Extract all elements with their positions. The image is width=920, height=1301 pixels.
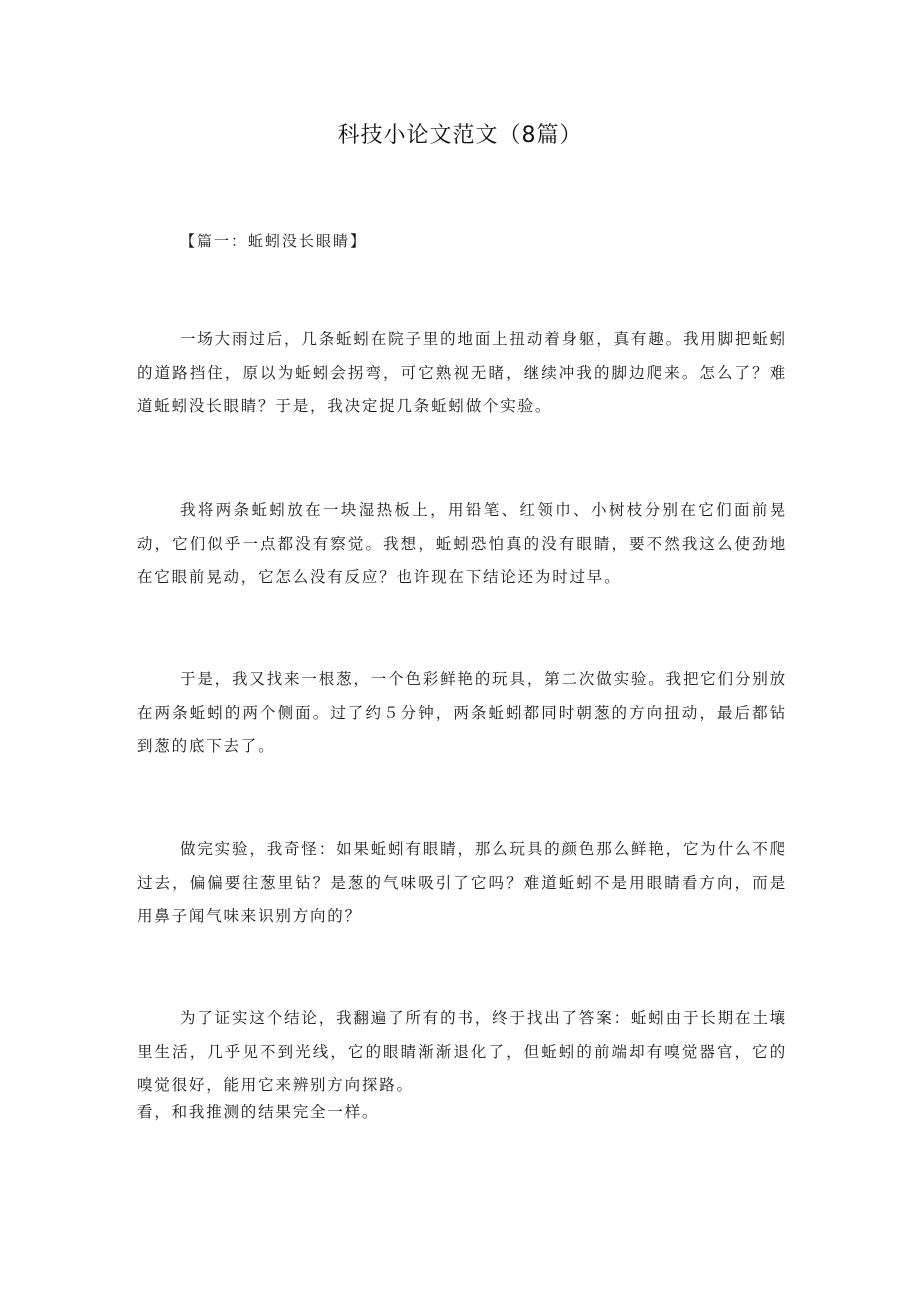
paragraph-1: 一场大雨过后，几条蚯蚓在院子里的地面上扭动着身躯，真有趣。我用脚把蚯蚓的道路挡住，原以为蚯蚓会拐弯，可它熟视无睹，继续冲我的脚边爬来。怎么了？难道蚯蚓没长眼睛？于是，我决定捉几条蚯蚓做个实验。 <box>137 330 787 415</box>
closing-line: 看，和我推测的结果完全一样。 <box>137 1103 380 1121</box>
document-title: 科技小论文范文（8篇） <box>337 123 583 148</box>
paragraph-3: 于是，我又找来一根葱，一个色彩鲜艳的玩具，第二次做实验。我把它们分别放在两条蚯蚓的两个侧面。过了约５分钟，两条蚯蚓都同时朝葱的方向扭动，最后都钻到葱的底下去了。 <box>137 670 787 755</box>
paragraph-2: 我将两条蚯蚓放在一块湿热板上，用铅笔、红领巾、小树枝分别在它们面前晃动，它们似乎一点都没有察觉。我想，蚯蚓恐怕真的没有眼睛，要不然我这么使劲地在它眼前晃动，它怎么没有反应？也许现在下结论还为时过早。 <box>137 501 787 586</box>
section-heading: 【篇一：蚯蚓没长眼睛】 <box>180 232 368 250</box>
paragraph-5: 为了证实这个结论，我翻遍了所有的书，终于找出了答案：蚯蚓由于长期在土壤里生活，几乎见不到光线，它的眼睛渐渐退化了，但蚯蚓的前端却有嗅觉器官，它的嗅觉很好，能用它来辨别方向探路。 <box>137 1009 787 1094</box>
paragraph-4: 做完实验，我奇怪：如果蚯蚓有眼睛，那么玩具的颜色那么鲜艳，它为什么不爬过去，偏偏要往葱里钻？是葱的气味吸引了它吗？难道蚯蚓不是用眼睛看方向，而是用鼻子闻气味来识别方向的？ <box>137 840 787 925</box>
